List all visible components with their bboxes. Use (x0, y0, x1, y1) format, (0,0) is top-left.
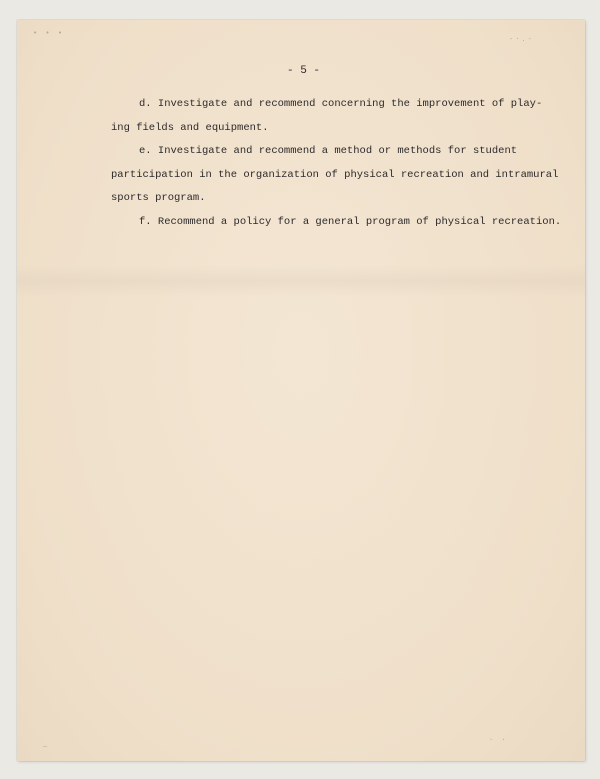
item-e-line-1: e. Investigate and recommend a method or methods for student (139, 145, 518, 157)
paper-speck-bottom-left: — (43, 742, 50, 750)
document-page (17, 20, 585, 761)
paper-speck-bottom-right: · · (489, 736, 508, 744)
item-d-line-2: ing fields and equipment. (111, 122, 269, 134)
paper-fold-shadow (17, 265, 585, 297)
paper-speck-top-left: • • • (33, 29, 65, 37)
page-number: - 5 - (287, 65, 321, 77)
paper-speck-top-right: -·.- (509, 35, 534, 43)
item-d-line-1: d. Investigate and recommend concerning the improvement of play- (139, 98, 543, 110)
item-e-line-3: sports program. (111, 192, 206, 204)
item-e-line-2: participation in the organization of physical recreation and intramural (111, 169, 559, 181)
item-f-line-1: f. Recommend a policy for a general program of physical recreation. (139, 216, 562, 228)
